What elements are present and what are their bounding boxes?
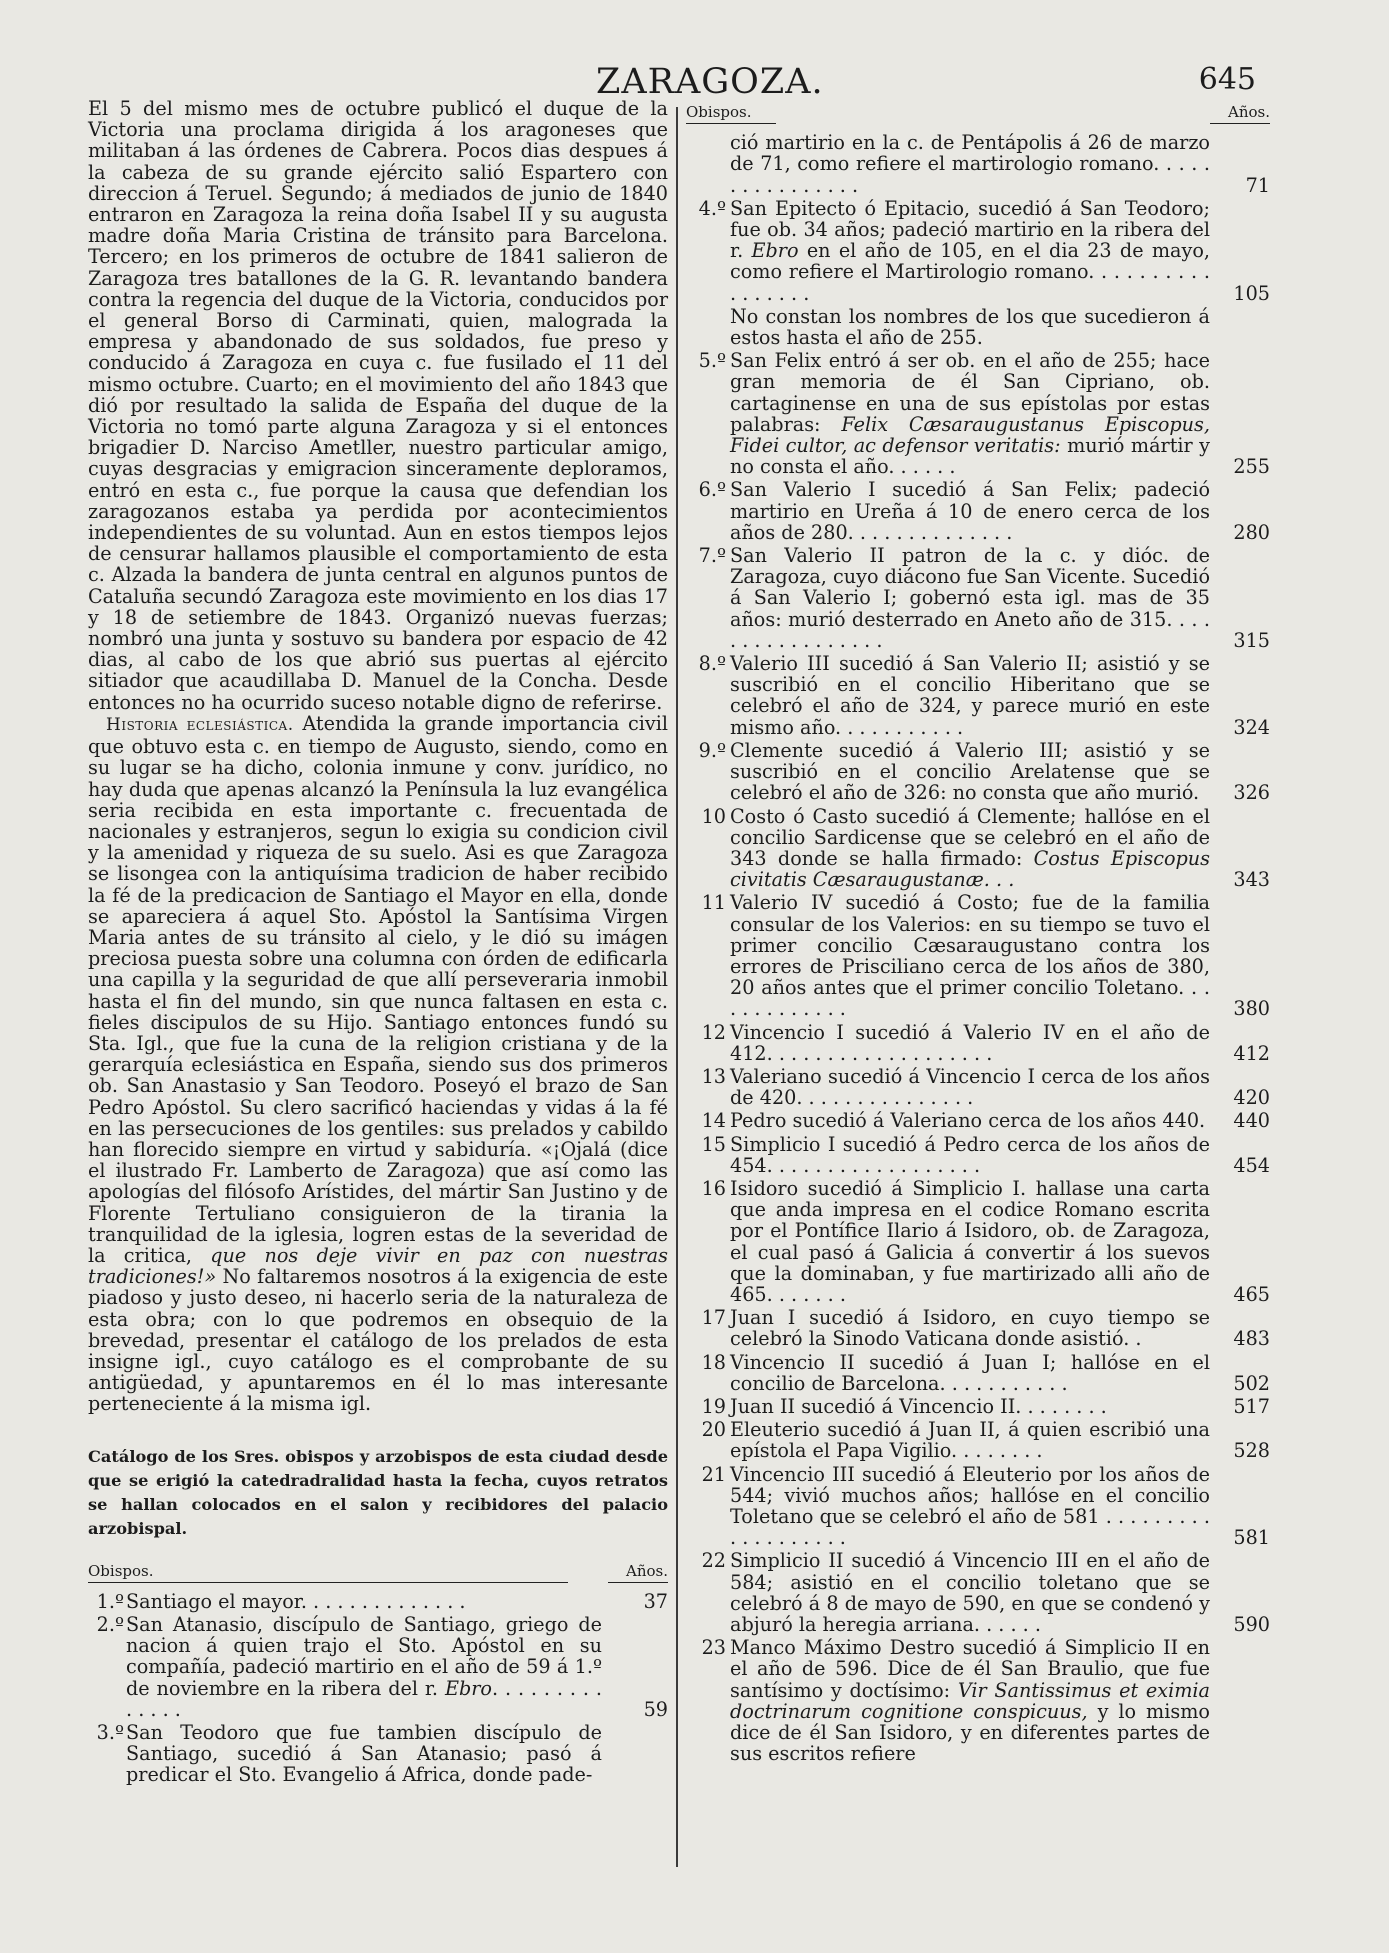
item-year: 590 [1233,1613,1270,1637]
right-column [686,102,1270,1766]
list-item [686,306,1270,348]
item-number: 20 [701,1418,726,1442]
item-number: 3.º [96,1721,124,1745]
item-text: San Valerio II patron de la c. y dióc. de Zaragoza, cuyo diácono fue San Vicente. Sucedió á San Valerio I; gobernó esta igl. mas de 35 años: murió desterrado en Aneto año de 315. . . . . . . . . . . . . . . . . [730,544,1210,652]
list-item [686,1134,1270,1176]
item-text: Eleuterio sucedió á Juan II, á quien escribió una epístola el Papa Vigilio. . . . . . . . [730,1418,1210,1463]
item-year: 315 [1233,628,1270,652]
list-item [686,1307,1270,1349]
history-paragraph: El 5 del mismo mes de octubre publicó el duque de la Victoria una proclama dirigida á los aragoneses que militaban á las órdenes de Cabrera. Pocos dias despues á la cabeza de su grande ejército salió Espartero con direccion á Teruel. Segundo; á mediados de junio de 1840 entraron en Zaragoza la reina doña Isabel II y su augusta madre doña Maria Cristina de tránsito para Barcelona. Tercero; en los primeros de octubre de 1841 salieron de Zaragoza tres batallones de la G. R. levantando bandera contra la regencia del duque de la Victoria, conducidos por el general Borso di Carminati, quien, malograda la empresa y abandonado de sus soldados, fue preso y conducido á Zaragoza en cuya c. fue fusilado el 11 del mismo octubre. Cuarto; en el movimiento del año 1843 que dió por resultado la salida de España del duque de la Victoria no tomó parte alguna Zaragoza y si el entonces brigadier D. Narciso Ametller, nuestro particular amigo, cuyas desgracias y emigracion sinceramente deploramos, entró en esta c., fue porque la causa que defendian los zaragozanos estaba ya perdida por acontecimientos independientes de su voluntad. Aun en estos tiempos lejos de censurar hallamos plausible el comportamiento de esta c. Alzada la bandera de junta central en algunos puntos de Cataluña secundó Zaragoza este movimiento en los dias 17 y 18 de setiembre de 1843. Organizó nuevas fuerzas; nombró una junta y sostuvo su bandera por espacio de 42 dias, al cabo de los que abrió sus puertas al ejército sitiador que acaudillaba D. Manuel de la Concha. Desde entonces no ha ocurrido suceso notable digno de referirse. [88,97,668,714]
header-rule [686,123,1270,124]
item-year: 324 [1233,715,1270,739]
section-label: Historia eclesiástica. [106,714,294,735]
item-number: 23 [701,1636,726,1660]
item-text: Juan I sucedió á Isidoro, en cuyo tiempo se celebró la Sinodo Vaticana donde asistió. . [730,1306,1210,1351]
item-year: 343 [1233,868,1270,892]
item-text: Clemente sucedió á Valerio III; asistió y se suscribió en el concilio Arelatense que se celebró el año de 326: no consta que año murió. [730,738,1210,805]
list-item [88,1614,668,1720]
item-text: Vincencio III sucedió á Eleuterio por los años de 544; vivió muchos años; hallóse en el concilio Toletano que se celebró el año de 581 . . . . . . . . . . . . . . . . . . . [730,1462,1210,1550]
list-item [686,1178,1270,1305]
catalog-title: Catálogo de los Sres. obispos y arzobispos de esta ciudad desde que se erigió la catedradralidad hasta la fecha, cuyos retratos se hallan colocados en el salon y recibidores del palacio arzobispal. [88,1446,668,1538]
item-text: San Teodoro que fue tambien discípulo de Santiago, sucedió á San Atanasio; pasó á predicar el Sto. Evangelio á Africa, donde pade- [126,1721,602,1787]
list-item [88,1591,668,1612]
item-year: 255 [1233,455,1270,479]
item-number: 11 [701,891,726,915]
item-italic: Felix Cæsaraugustanus Episcopus, Fidei cultor, ac defensor veritatis: [730,412,1210,458]
item-text: Costo ó Casto sucedió á Clemente; hallóse en el concilio Sardicense que se celebró en el año de 343 donde se halla firmado: [730,804,1210,870]
item-number: 2.º [96,1613,124,1636]
item-text: Santiago el mayor. . . . . . . . . . . . . . [126,1589,466,1613]
item-number: 21 [701,1462,726,1486]
list-item [686,1419,1270,1461]
running-title: ZARAGOZA. [596,62,824,102]
column-divider [676,107,678,1867]
item-text: No constan los nombres de los que sucedieron á estos hasta el año de 255. [730,304,1210,350]
item-text: Valerio III sucedió á San Valerio II; asistió y se suscribió en el concilio Hiberitano que se celebró el año de 324, y parece murió en este mismo año. . . . . . . . . . . [730,652,1210,739]
left-column [88,98,668,1788]
item-number: 16 [701,1176,726,1200]
page-number: 645 [1198,62,1256,97]
item-year: 59 [643,1697,668,1721]
item-year: 37 [643,1589,668,1613]
list-item [686,350,1270,477]
item-number: 19 [701,1394,726,1418]
item-text: Juan II sucedió á Vincencio II. . . . . . . . [730,1394,1107,1418]
item-text: Vincencio II sucedió á Juan I; hallóse en el concilio de Barcelona. . . . . . . . . . . [730,1350,1210,1395]
item-number: 4.º [698,196,726,220]
catalog-column-header [88,1561,668,1582]
list-item [686,806,1270,891]
item-number: 6.º [698,478,726,502]
item-text: Pedro sucedió á Valeriano cerca de los años 440. [730,1109,1206,1133]
ecclesiastic-italic: que nos deje vivir en paz con nuestras tradiciones!» [88,1243,668,1289]
list-item [686,653,1270,738]
item-text: ció martirio en la c. de Pentápolis á 26 de marzo de 71, como refiere el martirologio romano. . . . . . . . . . . . . . . . [730,131,1210,197]
item-italic: Vir Santissimus et eximia doctrinarum cognitione conspicuus, [730,1678,1210,1723]
item-number: 14 [701,1109,726,1133]
bishops-column-label: Obispos. [88,1561,154,1580]
item-year: 440 [1233,1109,1270,1133]
item-italic: Ebro [751,239,799,263]
header-rule [88,1582,668,1583]
list-item [686,198,1270,304]
item-text: Simplicio II sucedió á Vincencio III en el año de 584; asistió en el concilio toletano que se celebró á 8 de mayo de 590, en que se condenó y abjuró la heregia arriana. . . . . . [730,1549,1210,1637]
item-year: 380 [1233,997,1270,1021]
item-text-continued: y lo mismo dice de él San Isidoro, y en diferentes partes de sus escritos refiere [730,1699,1210,1766]
list-item [686,1110,1270,1131]
item-year: 420 [1233,1086,1270,1110]
item-text: San Felix entró á ser ob. en el año de 255; hace gran memoria de él San Cipriano, ob. cartaginense en una de sus epístolas por estas palabras: [730,349,1210,436]
list-item [686,1550,1270,1635]
item-number: 7.º [698,544,726,568]
item-year: 71 [1245,173,1270,197]
item-year: 517 [1233,1394,1270,1418]
list-item [686,1352,1270,1394]
years-column-label: Años. [1228,103,1270,121]
ecclesiastic-paragraph [88,713,668,1415]
item-number: 10 [701,804,726,828]
item-number: 1.º [96,1589,124,1613]
list-item [686,479,1270,543]
bishops-column-label: Obispos. [686,103,752,121]
list-item [686,132,1270,196]
list-item [686,740,1270,804]
list-item [88,1722,668,1786]
ecclesiastic-text-a: Atendida la grande importancia civil que obtuvo esta c. en tiempo de Augusto, siendo, como en su lugar se ha dicho, colonia inmune y conv. jurídico, no hay duda que apenas alcanzó la Península la luz evangélica seria recibida en esta importante c. frecuentada de nacionales y estranjeros, segun lo exigia su condicion civil y la amenidad y riqueza de su suelo. Asi es que Zaragoza se lisongea con la antiquísima tradicion de haber recibido la fé de la predicacion de Santiago el Mayor en ella, donde se apareciera á aquel Sto. Apóstol la Santísima Virgen Maria antes de su tránsito al cielo, y le dió su imágen preciosa puesta sobre una columna con órden de edificarla una capilla y la seguridad de que allí perseveraria inmobil hasta el fin del mundo, sin que nunca faltasen en esta c. fieles discipulos de su Hijo. Santiago entonces fundó su Sta. Igl., que fue la cuna de la religion cristiana y de la gerarquía eclesiástica en España, siendo sus dos primeros ob. San Anastasio y San Teodoro. Poseyó el brazo de San Pedro Apóstol. Su clero sacrificó haciendas y vidas á la fé en las persecuciones de los gentiles: sus prelados y cabildo han florecido siempre en virtud y sabiduría. «¡Ojalá (dice el ilustrado Fr. Lamberto de Zaragoza) que así como las apologías del filósofo Arístides, del mártir San Justino y de Florente Tertuliano consiguieron de la tirania la tranquilidad de la iglesia, logren estas de la severidad de la critica, [88,711,668,1267]
list-item [686,1022,1270,1064]
list-item [686,1396,1270,1417]
list-item [686,1066,1270,1108]
left-bishop-list [88,1591,668,1786]
item-year: 326 [1233,781,1270,805]
item-text-continued: murió mártir y no consta el año. . . . . . [730,434,1210,479]
right-column-header [686,102,1270,123]
item-text: Valeriano sucedió á Vincencio I cerca de los años de 420. . . . . . . . . . . . . . . [730,1064,1210,1110]
item-year: 280 [1233,520,1270,544]
item-year: 483 [1233,1327,1270,1351]
list-item [686,1637,1270,1764]
list-item [686,545,1270,651]
item-number: 22 [701,1549,726,1573]
item-year: 465 [1233,1282,1270,1306]
item-text: San Epitecto ó Epitacio, sucedió á San Teodoro; fue ob. 34 años; padeció martirio en la ribera del r. [730,196,1210,263]
item-text: Manco Máximo Destro sucedió á Simplicio II en el año de 596. Dice de él San Braulio, que fue santísimo y doctísimo: [730,1636,1210,1702]
item-italic: Costus Episcopus civitatis Cæsaraugustanæ. . . [730,846,1210,892]
item-text: Valerio IV sucedió á Costo; fue de la familia consular de los Valerios: en su tiempo se tuvo el primer concilio Cæsaraugustano contra los errores de Prisciliano cerca de los años de 380, 20 años antes que el primer concilio Toletano. . . . . . . . . . . . . [730,891,1210,1021]
item-text: Isidoro sucedió á Simplicio I. hallase una carta que anda impresa en el codice Romano escrita por el Pontífice Ilario á Isidoro, ob. de Zaragoza, el cual pasó á Galicia á convertir á los suevos que la dominaban, y fue martirizado alli año de 465. . . . . . . [730,1176,1210,1306]
list-item [686,892,1270,1019]
item-year: 528 [1233,1439,1270,1463]
item-number: 5.º [698,349,726,373]
item-text: San Atanasio, discípulo de Santiago, griego de nacion á quien trajo el Sto. Apóstol en su compañía, padeció martirio en el año de 59 á 1.º de noviembre en la ribera del r. [126,1613,602,1700]
item-year: 581 [1233,1526,1270,1550]
right-bishop-list [686,132,1270,1764]
item-number: 18 [701,1350,726,1374]
item-number: 17 [701,1306,726,1330]
item-text-continued: en el año de 105, en el dia 23 de mayo, como refiere el Martirologio romano. . . . . . . . . . . . . . . . . [730,239,1210,305]
years-column-label: Años. [626,1561,668,1580]
item-number: 13 [701,1064,726,1088]
item-number: 12 [701,1020,726,1044]
item-text: San Valerio I sucedió á San Felix; padeció martirio en Ureña á 10 de enero cerca de los años de 280. . . . . . . . . . . . . . [730,478,1210,544]
page-header [0,62,1389,102]
list-item [686,1464,1270,1549]
item-dots: . . . . . . . . . . . . . . [126,1676,602,1721]
item-year: 105 [1233,281,1270,305]
ecclesiastic-text-b: No faltaremos nosotros á la exigencia de este piadoso y justo deseo, ni hacerlo seria de la naturaleza de esta obra; con lo que podremos en obsequio de la brevedad, presentar el catálogo de los prelados de esta insigne igl., cuyo catálogo es el comprobante de su antigüedad, y apuntaremos en él lo mas interesante perteneciente á la misma igl. [88,1265,668,1416]
item-number: 9.º [698,738,726,762]
item-year: 412 [1233,1041,1270,1065]
item-year: 454 [1233,1153,1270,1177]
item-number: 15 [701,1132,726,1156]
item-number: 8.º [698,652,726,676]
item-text: Simplicio I sucedió á Pedro cerca de los años de 454. . . . . . . . . . . . . . . . . . [730,1132,1210,1177]
item-italic: Ebro [444,1676,492,1700]
item-text: Vincencio I sucedió á Valerio IV en el año de 412. . . . . . . . . . . . . . . . . . . [730,1020,1210,1065]
item-year: 502 [1233,1371,1270,1395]
